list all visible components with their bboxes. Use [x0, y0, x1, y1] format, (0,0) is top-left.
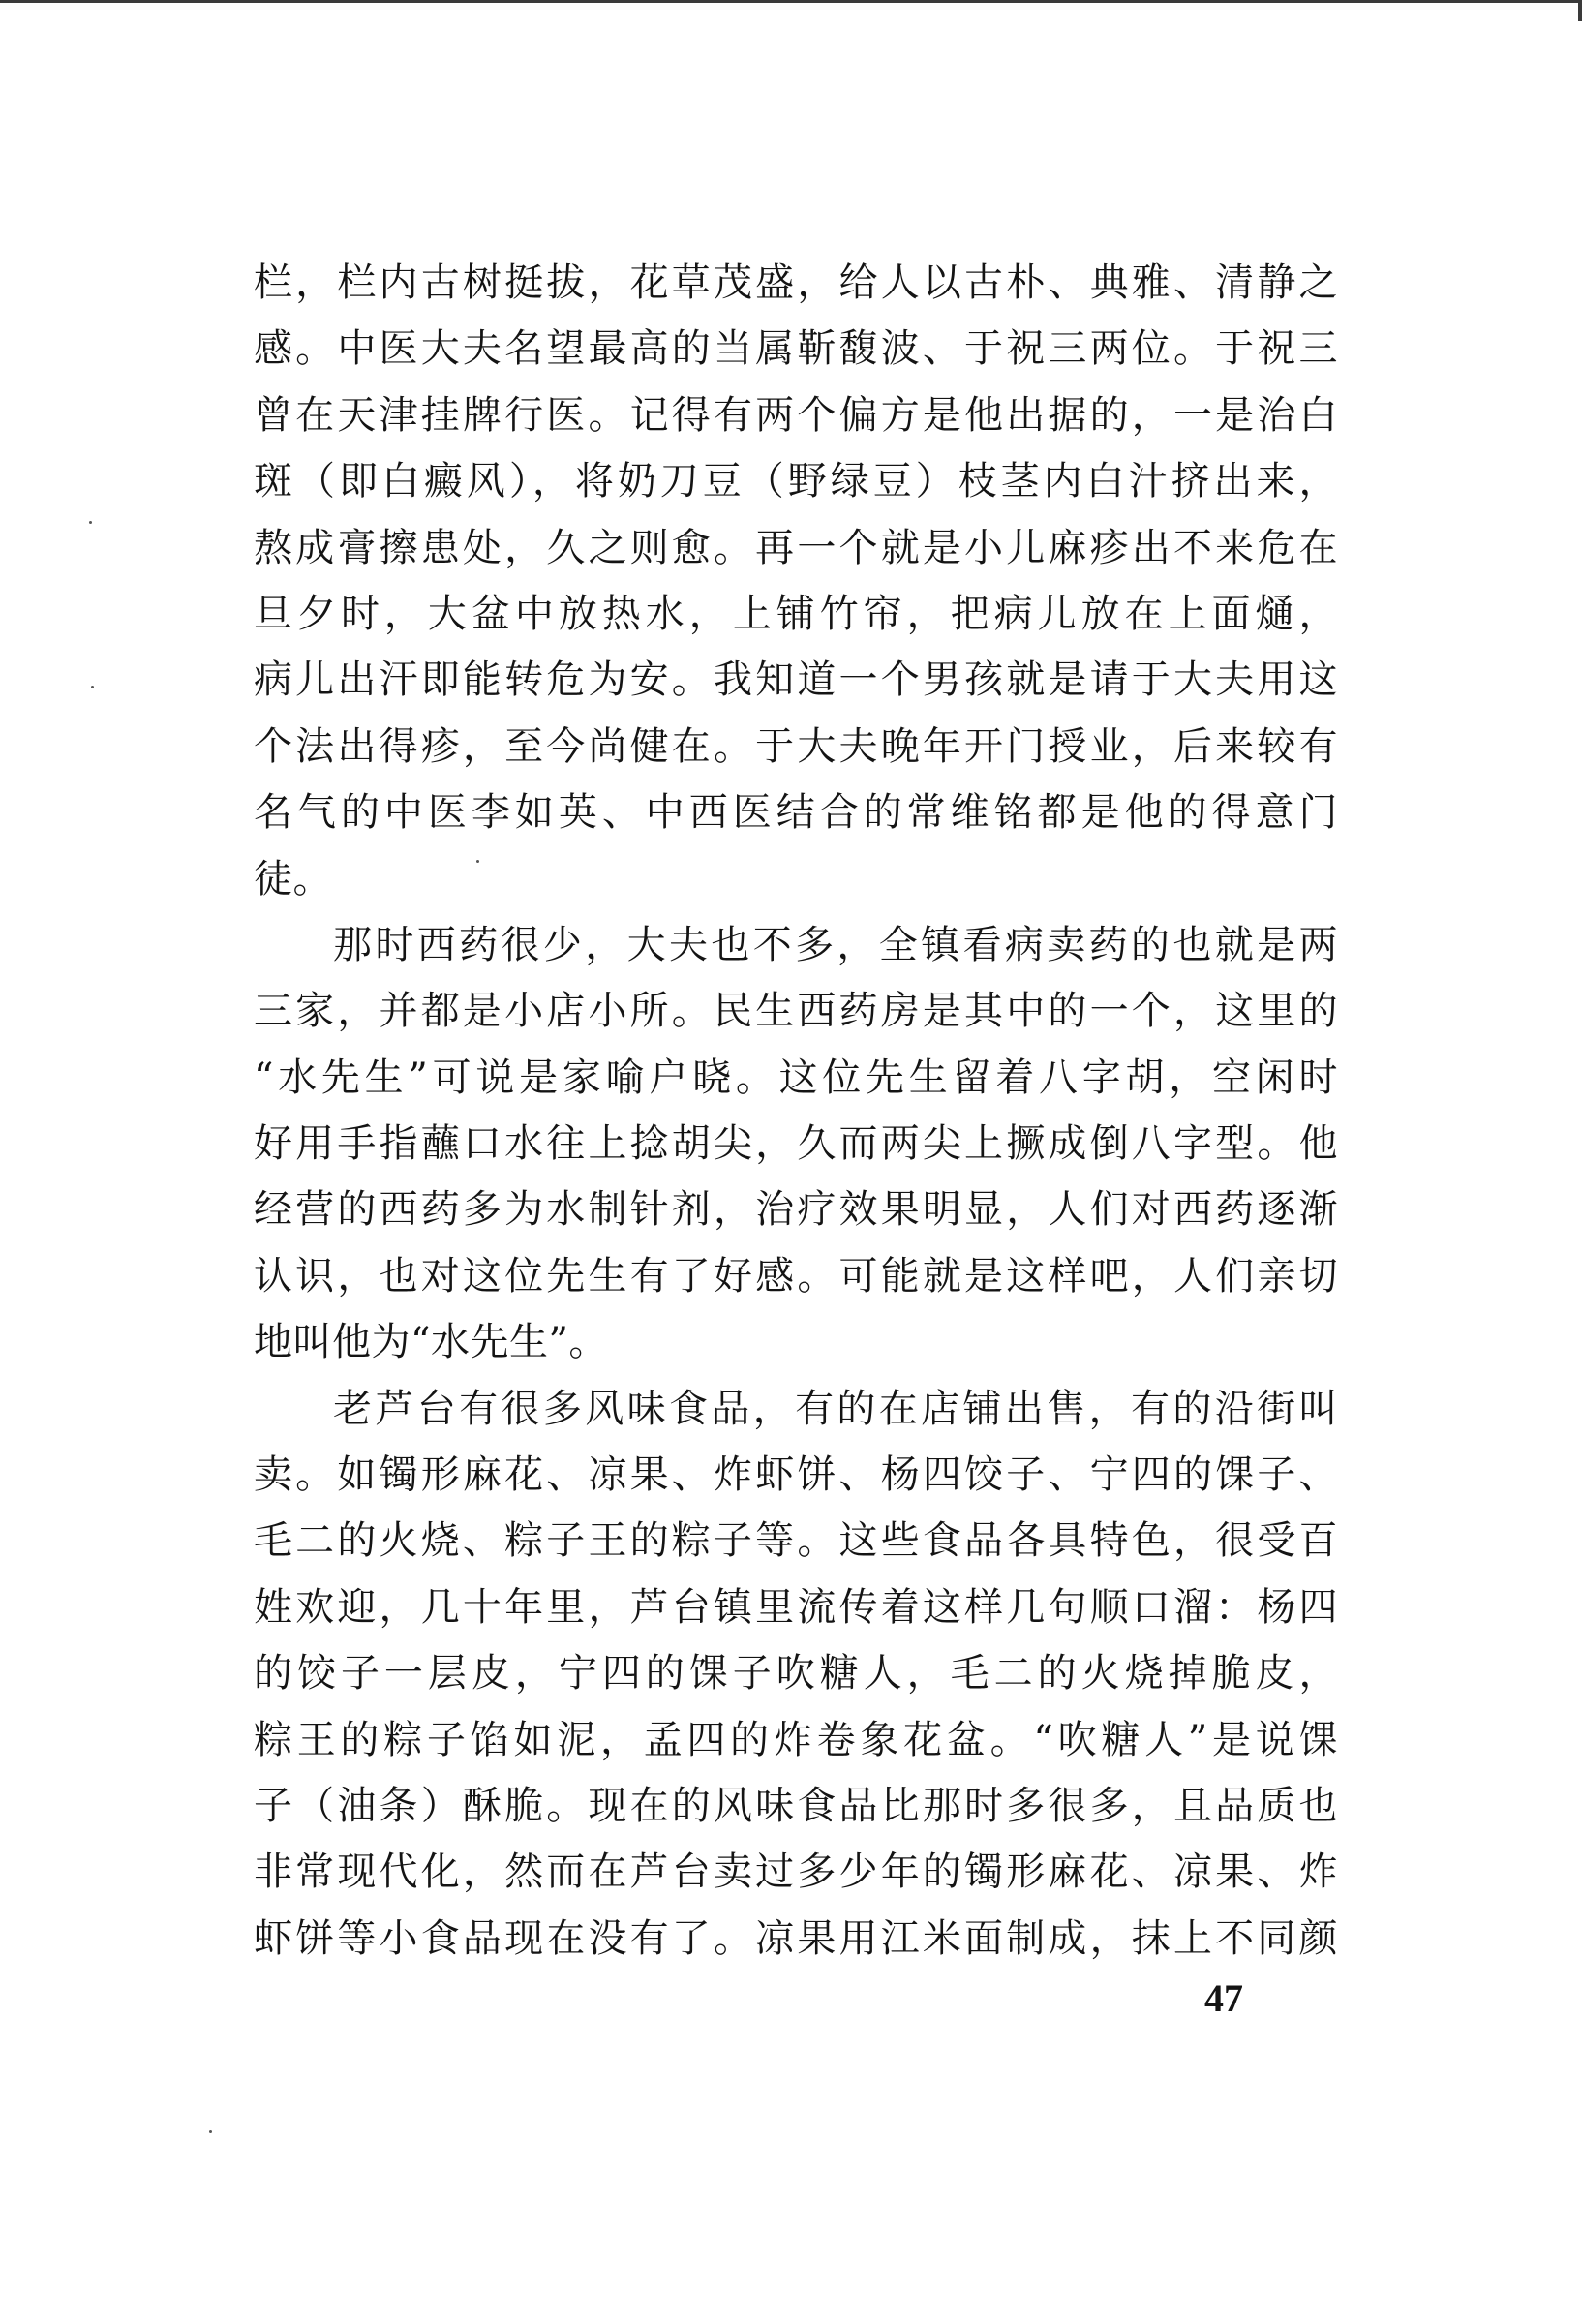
body-text [254, 250, 1338, 1972]
text-line: 熬成膏擦患处，久之则愈。再一个就是小儿麻疹出不来危在 [254, 525, 1338, 570]
text-line: 虾饼等小食品现在没有了。凉果用江米面制成，抹上不同颜 [254, 1915, 1338, 1961]
text-line: 斑（即白癜风），将奶刀豆（野绿豆）枝茎内白汁挤出来， [254, 459, 1338, 505]
scan-speck [91, 686, 94, 688]
text-line: “水先生”可说是家喻户晓。这位先生留着八字胡，空闲时 [254, 1055, 1338, 1100]
text-line: 感。中医大夫名望最高的当属靳馥波、于祝三两位。于祝三 [254, 326, 1338, 372]
text-line: 旦夕时，大盆中放热水，上铺竹帘，把病儿放在上面熥， [254, 591, 1338, 636]
text-line: 曾在天津挂牌行医。记得有两个偏方是他出据的，一是治白 [254, 392, 1338, 438]
scan-speck [476, 860, 479, 863]
text-line: 粽王的粽子馅如泥，孟四的炸卷象花盆。“吹糖人”是说馃 [254, 1717, 1338, 1762]
text-line: 好用手指蘸口水往上捻胡尖，久而两尖上撅成倒八字型。他 [254, 1121, 1338, 1167]
text-line: 经营的西药多为水制针剂，治疗效果明显，人们对西药逐渐 [254, 1187, 1338, 1233]
text-line: 个法出得疹，至今尚健在。于大夫晚年开门授业，后来较有 [254, 723, 1338, 769]
text-line: 子（油条）酥脆。现在的风味食品比那时多很多，且品质也 [254, 1783, 1338, 1828]
text-line: 认识，也对这位先生有了好感。可能就是这样吧，人们亲切 [254, 1253, 1338, 1299]
paragraph-start-line: 那时西药很少，大夫也不多，全镇看病卖药的也就是两 [333, 922, 1338, 967]
scan-speck [209, 2130, 212, 2133]
text-line: 姓欢迎，几十年里，芦台镇里流传着这样几句顺口溜：杨四 [254, 1584, 1338, 1630]
text-line: 非常现代化，然而在芦台卖过多少年的镯形麻花、凉果、炸 [254, 1850, 1338, 1895]
text-line: 三家，并都是小店小所。民生西药房是其中的一个，这里的 [254, 989, 1338, 1034]
text-line: 徒。 [254, 856, 332, 902]
text-line: 的饺子一层皮，宁四的馃子吹糖人，毛二的火烧掉脆皮， [254, 1651, 1338, 1697]
page-number: 47 [1204, 1976, 1243, 2020]
scan-border-right [1578, 0, 1582, 21]
paragraph-start-line: 老芦台有很多风味食品，有的在店铺出售，有的沿街叫 [333, 1386, 1338, 1431]
scan-border-top [0, 0, 1582, 3]
text-line: 卖。如镯形麻花、凉果、炸虾饼、杨四饺子、宁四的馃子、 [254, 1452, 1338, 1498]
text-line: 栏，栏内古树挺拔，花草茂盛，给人以古朴、典雅、清静之 [254, 260, 1338, 305]
text-line: 病儿出汗即能转危为安。我知道一个男孩就是请于大夫用这 [254, 657, 1338, 703]
text-line: 地叫他为“水先生”。 [254, 1320, 608, 1365]
text-line: 毛二的火烧、粽子王的粽子等。这些食品各具特色，很受百 [254, 1518, 1338, 1564]
text-line: 名气的中医李如英、中西医结合的常维铭都是他的得意门 [254, 790, 1338, 836]
scan-speck [89, 521, 92, 524]
